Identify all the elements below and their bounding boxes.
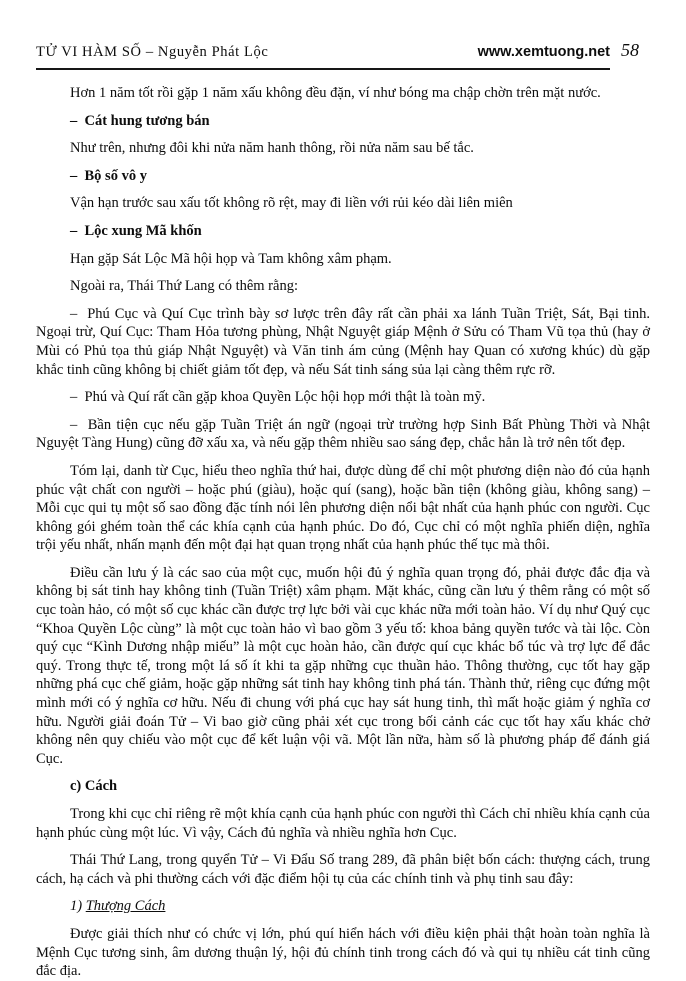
- paragraph: Như trên, nhưng đôi khi nửa năm hanh thông, rồi nửa năm sau bế tắc.: [70, 140, 474, 157]
- subhead-cat-hung-tuong-ban: – Cát hung tương bán: [70, 112, 210, 129]
- paragraph: Được giải thích như có chức vị lớn, phú quí hiển hách với điều kiện phải thật hoàn toàn nghĩa là Mệnh Cục tương sinh, âm dương thuận lý, hội đủ chính tinh trong cách đó và qui tụ nhiều cát tinh cũng đắc địa.: [36, 925, 650, 980]
- section-heading-cach: c) Cách: [70, 778, 118, 795]
- bullet-paragraph: – Phú Cục và Quí Cục trình bày sơ lược trên đây rất cần phải xa lánh Tuần Triệt, Sát, Bại tinh. Ngoại trừ, Quí Cục: Tham Hỏa tương phùng, Nhật Nguyệt giáp Mệnh ở Sửu có Tham Vũ tọa thủ (hay ở Mùi có Phủ tọa thủ giáp Nhật Nguyệt) và Văn tinh ám củng (Mệnh hay Quan có xương khúc) dù gặp khắc tinh cũng không bị chiết giảm tốt đẹp, và nếu Sát tinh sáng sủa lại càng thêm rực rỡ.: [36, 305, 650, 378]
- page-number: 58: [621, 40, 639, 60]
- paragraph: Điều cần lưu ý là các sao của một cục, muốn hội đủ ý nghĩa quan trọng đó, phải được đắc địa và không bị sát tinh hay không tinh (Tuần Triệt) xâm phạm. Mặt khác, cũng cần lưu ý thêm rằng có một số cục toàn hảo, có một số cục khác cần được trợ lực bởi vài cục khác nữa mới toàn hảo. Ví dụ như Quý cục “Khoa Quyền Lộc cùng” là một cục toàn hảo vì bao gồm 3 yếu tố: khoa bảng quyền tước và tài lộc. Còn quý cục “Kình Dương nhập miếu” là một cục hoàn hảo, cần được quí cục khác bổ túc và trợ lực để đắc quý. Trong thực tế, trong một lá số ít khi ta gặp những cục thuần hảo. Thông thường, cục tốt hay gặp những phá cục chế giảm, hoặc gặp những sát tinh hay không tinh phá tán. Thành thử, riêng cục đứng một mình mới có ý nghĩa cơ hữu. Nếu đi chung với phá cục hay sát hung tinh, thì mất hoặc giảm ý nghĩa cơ hữu. Người giải đoán Tử – Vi bao giờ cũng phải xét cục trong bối cảnh các cục tốt hay xấu khác chở không nên quy chiếu vào một cục để kết luận vội vã. Một lần nữa, hàm số là phương pháp để đánh giá Cục.: [36, 564, 650, 767]
- subsection-label: Thượng Cách: [85, 898, 166, 915]
- subsection-heading-thuong-cach: [36, 897, 650, 916]
- paragraph: Tóm lại, danh từ Cục, hiểu theo nghĩa thứ hai, được dùng để chỉ một phương diện nào đó của hạnh phúc vật chất con người – hoặc phú (giàu), hoặc quí (sang), hoặc bần tiện (không giàu, không sang) – Mỗi cục qui tụ một số sao đồng đặc tính nói lên phương diện nổi bật nhất của hạnh phúc con người. Cục không gói ghém toàn thể các khía cạnh của hạnh phúc. Do đó, Cục chỉ có một nghĩa phiến diện, nghĩa trội yếu nhất, nhấn mạnh đến một đại hạt quan trọng nhất của hạnh phúc thế tục mà thôi.: [36, 462, 650, 554]
- website-url: www.xemtuong.net: [477, 44, 610, 60]
- subhead-loc-xung-ma-khon: – Lộc xung Mã khốn: [70, 222, 202, 239]
- header-divider: [36, 68, 610, 70]
- bullet-paragraph: – Bần tiện cục nếu gặp Tuần Triệt án ngữ (ngoại trừ trường hợp Sinh Bất Phùng Thời và Nhật Nguyệt Tàng Hung) cũng đỡ xấu xa, và nếu gặp thêm nhiều sao sáng đẹp, chắc hẳn là trở nên tốt đẹp.: [36, 416, 650, 452]
- paragraph: Thái Thứ Lang, trong quyển Tử – Vi Đẩu Số trang 289, đã phân biệt bốn cách: thượng cách, trung cách, hạ cách và phi thường cách với đặc điểm hội tụ của các chính tinh và phụ tinh sau đây:: [36, 852, 650, 887]
- subsection-number: 1): [70, 898, 86, 915]
- header-main: [36, 44, 610, 61]
- paragraph: Hạn gặp Sát Lộc Mã hội họp và Tam không xâm phạm.: [70, 250, 392, 267]
- page-header: [36, 40, 650, 61]
- paragraph: Trong khi cục chỉ riêng rẽ một khía cạnh của hạnh phúc con người thì Cách chỉ nhiều khía cạnh của hạnh phúc cùng một lúc. Vì vậy, Cách đủ nghĩa và nhiều nghĩa hơn Cục.: [36, 806, 650, 841]
- bullet-paragraph: – Phú và Quí rất cần gặp khoa Quyền Lộc hội họp mới thật là toàn mỹ.: [70, 389, 486, 406]
- book-title: TỬ VI HÀM SỐ – Nguyễn Phát Lộc: [36, 44, 269, 60]
- page-body: [36, 84, 650, 981]
- paragraph: Hơn 1 năm tốt rồi gặp 1 năm xấu không đều đặn, ví như bóng ma chập chờn trên mặt nước.: [70, 85, 601, 101]
- paragraph: Ngoài ra, Thái Thứ Lang có thêm rằng:: [70, 278, 298, 295]
- subhead-bo-so-vo-y: – Bộ số vô y: [70, 167, 147, 184]
- paragraph: Vận hạn trước sau xấu tốt không rõ rệt, may đi liền với rủi kéo dài liên miên: [70, 195, 513, 212]
